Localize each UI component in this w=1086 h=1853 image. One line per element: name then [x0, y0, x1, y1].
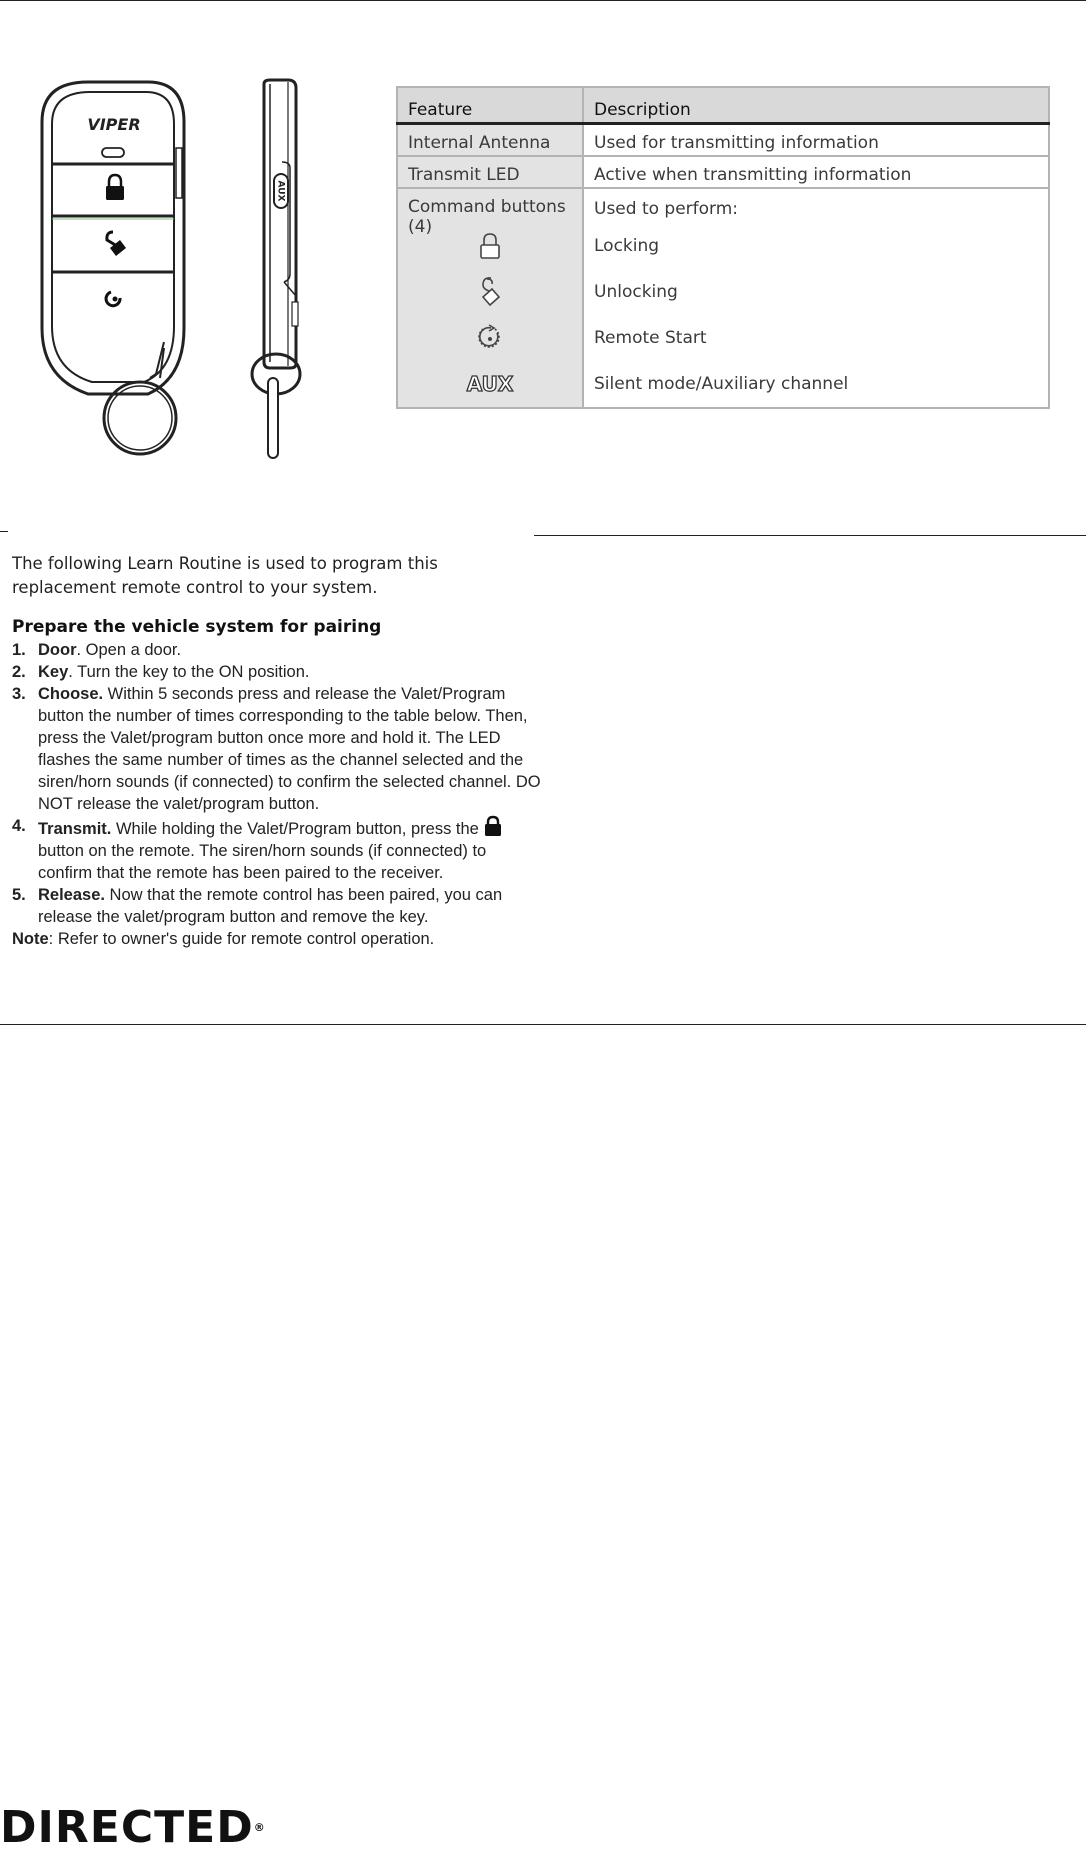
- aux-icon: [398, 361, 582, 407]
- step-text: Now that the remote control has been paired, you can release the valet/program button and remove the key.: [38, 886, 503, 926]
- step-text: While holding the Valet/Program button, press the: [111, 820, 479, 838]
- note-text: : Refer to owner's guide for remote control operation.: [48, 930, 435, 948]
- feature-cell: Internal Antenna: [397, 124, 583, 156]
- note-term: Note: [12, 930, 49, 948]
- step-text: . Turn the key to the ON position.: [68, 663, 310, 681]
- list-item: [12, 661, 542, 683]
- command-buttons-description: [583, 188, 1049, 408]
- step-number: 5.: [12, 886, 26, 904]
- step-text-after: button on the remote. The siren/horn sounds (if connected) to confirm that the remote has been paired to the receiver.: [38, 842, 487, 882]
- list-item: [12, 815, 542, 884]
- feature-table: [396, 86, 1050, 409]
- section-rule-right: [534, 535, 1086, 536]
- table-row-command-buttons: [397, 188, 1049, 408]
- table-row: [397, 156, 1049, 188]
- step-number: 4.: [12, 817, 26, 835]
- intro-paragraph: The following Learn Routine is used to program this replacement remote control to your system.: [12, 554, 438, 597]
- step-term: Key: [38, 663, 69, 681]
- step-term: Release.: [38, 886, 105, 904]
- directed-logo-text: DIRECTED: [0, 1802, 254, 1853]
- remote-front-illustration: [38, 78, 208, 460]
- steps-list: [12, 639, 542, 928]
- header-feature: Feature: [397, 87, 583, 124]
- remote-start-description: Remote Start: [594, 327, 707, 348]
- command-buttons-cell: [397, 188, 583, 408]
- section-heading: Prepare the vehicle system for pairing: [12, 617, 382, 637]
- feature-cell: Transmit LED: [397, 156, 583, 188]
- step-number: 2.: [12, 663, 26, 681]
- step-number: 1.: [12, 641, 26, 659]
- header-description: Description: [583, 87, 1049, 124]
- command-buttons-intro: Used to perform:: [594, 198, 739, 219]
- aux-icon-text: AUX: [466, 371, 514, 396]
- registered-mark: ®: [253, 1821, 265, 1834]
- command-buttons-label: Command buttons (4): [408, 196, 566, 237]
- learn-routine-section: [12, 552, 542, 950]
- step-number: 3.: [12, 685, 26, 703]
- remote-brand-text: VIPER: [87, 115, 141, 134]
- step-term: Door: [38, 641, 77, 659]
- unlock-icon: [398, 269, 582, 315]
- section-rule-left: [0, 531, 8, 532]
- step-term: Choose.: [38, 685, 104, 703]
- list-item: [12, 884, 542, 928]
- description-cell: Active when transmitting information: [583, 156, 1049, 188]
- locking-description: Locking: [594, 235, 660, 256]
- remote-side-illustration: [244, 78, 314, 464]
- description-cell: Used for transmitting information: [583, 124, 1049, 156]
- top-rule: [0, 0, 1086, 1]
- remote-start-icon: [398, 315, 582, 361]
- table-row: [397, 124, 1049, 156]
- step-term: Transmit.: [38, 820, 112, 838]
- remote-aux-label: AUX: [275, 180, 286, 202]
- unlocking-description: Unlocking: [594, 281, 678, 302]
- directed-logo: [0, 1802, 265, 1853]
- step-text: . Open a door.: [76, 641, 182, 659]
- lock-icon: [483, 815, 503, 837]
- aux-description: Silent mode/Auxiliary channel: [594, 373, 849, 394]
- bottom-rule: [0, 1024, 1086, 1025]
- list-item: [12, 639, 542, 661]
- step-text: Within 5 seconds press and release the Valet/Program button the number of times corresponding to the table below. Then, press the Valet/program button once more and hold it. The LED flashes the same number of times as the channel selected and the siren/horn sounds (if connected) to confirm the selected channel. DO NOT release the valet/program button.: [38, 685, 541, 813]
- list-item: [12, 683, 542, 815]
- note: [12, 928, 542, 950]
